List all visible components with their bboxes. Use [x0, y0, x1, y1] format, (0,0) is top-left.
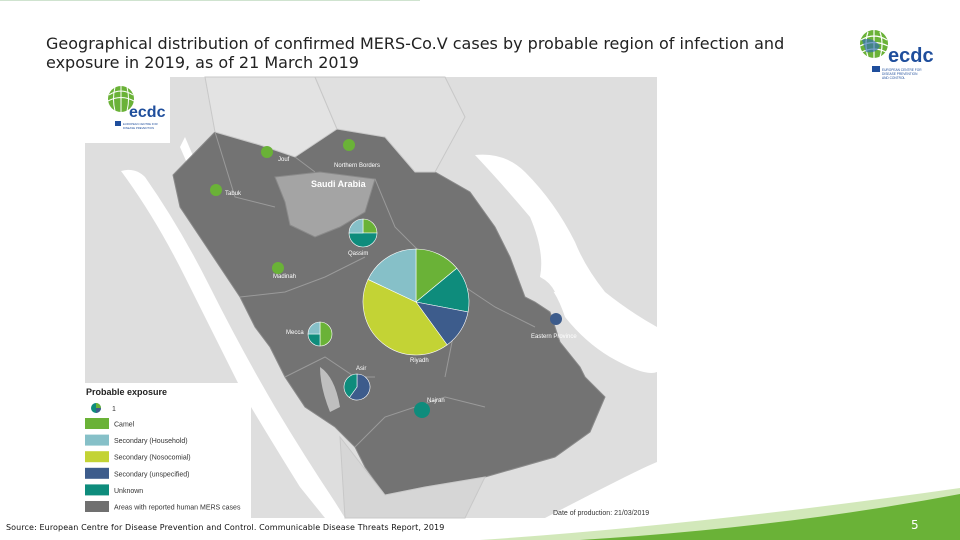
svg-text:ecdc: ecdc [129, 104, 166, 121]
svg-text:ecdc: ecdc [888, 45, 934, 67]
legend-label: Secondary (unspecified) [114, 471, 190, 479]
region-label-tabuk: Tabuk [225, 191, 242, 197]
region-label-qassim: Qassim [348, 251, 369, 257]
svg-text:EUROPEAN CENTRE FOR: EUROPEAN CENTRE FOR [123, 122, 158, 126]
region-label-mecca: Mecca [286, 330, 304, 336]
region-label-madinah: Madinah [273, 274, 297, 280]
legend-label: Areas with reported human MERS cases [114, 504, 241, 512]
legend-title: Probable exposure [86, 387, 168, 397]
region-label-najran: Najran [427, 398, 445, 404]
country-label: Saudi Arabia [311, 179, 366, 189]
svg-text:AND CONTROL: AND CONTROL [882, 76, 906, 80]
slide-title: Geographical distribution of confirmed MERS-Co.V cases by probable region of infection and exposure in 2019, as of 21 March 2019 [46, 34, 785, 72]
region-label-jouf: Jouf [278, 157, 290, 163]
svg-text:DISEASE PREVENTION: DISEASE PREVENTION [123, 126, 155, 130]
region-label-eastern-province: Eastern Province [531, 334, 577, 340]
legend-label: Unknown [114, 487, 144, 495]
page-number: 5 [911, 518, 919, 532]
region-label-northern-borders: Northern Borders [334, 163, 381, 169]
source-citation: Source: European Centre for Disease Prevention and Control. Communicable Disease Threats Report, 2019 [6, 523, 445, 532]
legend-label: Secondary (Household) [114, 438, 188, 446]
region-label-riyadh: Riyadh [410, 358, 429, 364]
svg-text:DISEASE PREVENTION: DISEASE PREVENTION [882, 72, 918, 76]
svg-text:EUROPEAN CENTRE FOR: EUROPEAN CENTRE FOR [882, 68, 922, 72]
date-of-production: Date of production: 21/03/2019 [553, 510, 650, 517]
legend-label: Camel [114, 421, 135, 429]
region-label-asir: Asir [356, 366, 367, 372]
legend-label: Secondary (Nosocomial) [114, 454, 191, 462]
svg-text:1: 1 [112, 406, 116, 413]
